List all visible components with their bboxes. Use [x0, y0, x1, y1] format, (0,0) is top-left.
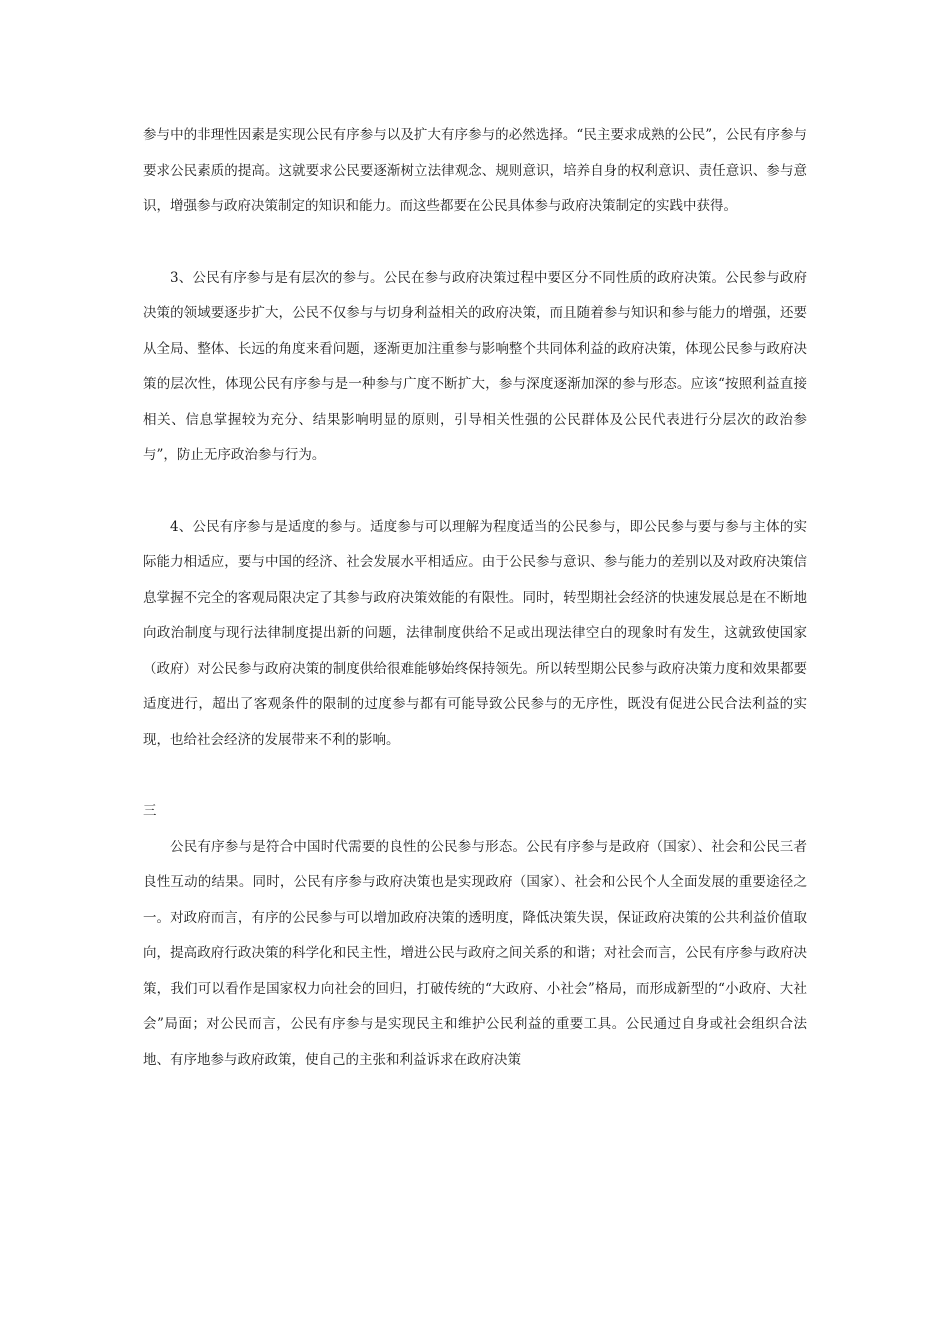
paragraph-spacer — [143, 474, 807, 510]
paragraph-section-3-body: 公民有序参与是符合中国时代需要的良性的公民参与形态。公民有序参与是政府（国家）、社会和公民三者良性互动的结果。同时，公民有序参与政府决策也是实现政府（国家）、社会和公民个人全面发展的重要途径之一。对政府而言，有序的公民参与可以增加政府决策的透明度，降低决策失误，保证政府决策的公共利益价值取向，提高政府行政决策的科学化和民主性，增进公民与政府之间关系的和谐；对社会而言，公民有序参与政府决策，我们可以看作是国家权力向社会的回归，打破传统的“大政府、小社会”格局，而形成新型的“小政府、大社会”局面；对公民而言，公民有序参与是实现民主和维护公民利益的重要工具。公民通过自身或社会组织合法地、有序地参与政府政策，使自己的主张和利益诉求在政府决策 — [143, 838, 807, 1068]
paragraph-continuation: 参与中的非理性因素是实现公民有序参与以及扩大有序参与的必然选择。“民主要求成熟的公民”，公民有序参与要求公民素质的提高。这就要求公民要逐渐树立法律观念、规则意识，培养自身的权利意识、责任意识、参与意识，增强参与政府决策制定的知识和能力。而这些都要在公民具体参与政府决策制定的实践中获得。 — [143, 127, 807, 214]
document-page — [143, 118, 807, 1078]
paragraph-spacer — [143, 225, 807, 261]
paragraph-point-4: 4、公民有序参与是适度的参与。适度参与可以理解为程度适当的公民参与，即公民参与要与参与主体的实际能力相适应，要与中国的经济、社会发展水平相适应。由于公民参与意识、参与能力的差别以及对政府决策信息掌握不完全的客观局限决定了其参与政府决策效能的有限性。同时，转型期社会经济的快速发展总是在不断地向政治制度与现行法律制度提出新的问题，法律制度供给不足或出现法律空白的现象时有发生，这就致使国家（政府）对公民参与政府决策的制度供给很难能够始终保持领先。所以转型期公民参与政府决策力度和效果都要适度进行，超出了客观条件的限制的过度参与都有可能导致公民参与的无序性，既没有促进公民合法利益的实现，也给社会经济的发展带来不利的影响。 — [143, 518, 807, 748]
paragraph-point-3: 3、公民有序参与是有层次的参与。公民在参与政府决策过程中要区分不同性质的政府决策。公民参与政府决策的领域要逐步扩大，公民不仅参与与切身利益相关的政府决策，而且随着参与知识和参与能力的增强，还要从全局、整体、长远的角度来看问题，逐渐更加注重参与影响整个共同体利益的政府决策，体现公民参与政府决策的层次性，体现公民有序参与是一种参与广度不断扩大，参与深度逐渐加深的参与形态。应该“按照利益直接相关、信息掌握较为充分、结果影响明显的原则，引导相关性强的公民群体及公民代表进行分层次的政治参与”，防止无序政治参与行为。 — [143, 269, 807, 463]
paragraph-spacer — [143, 758, 807, 794]
section-heading: 三 — [143, 803, 157, 819]
